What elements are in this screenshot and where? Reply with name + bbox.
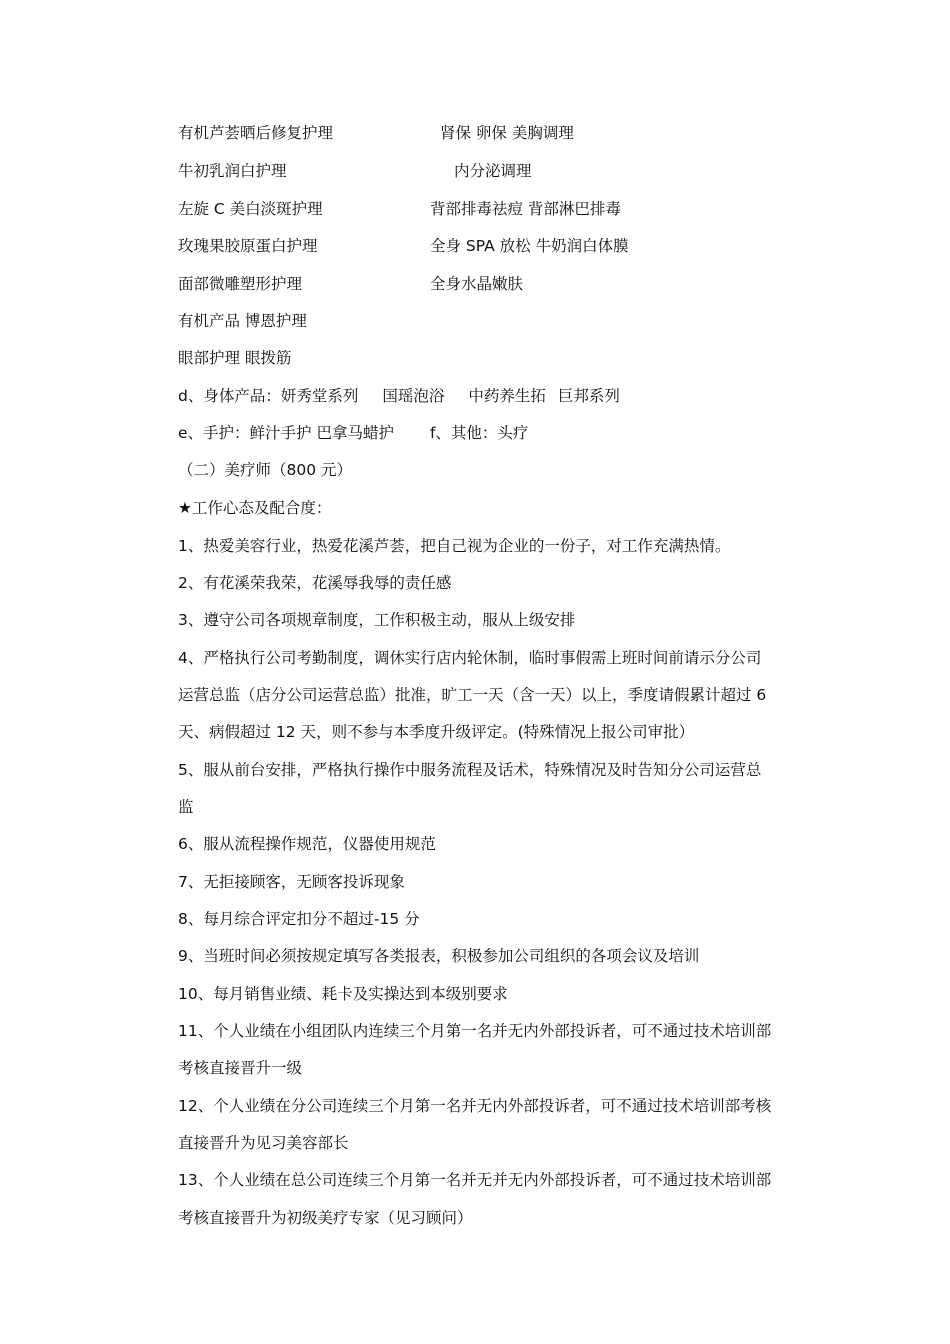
requirement-item: 7、无拒接顾客，无顾客投诉现象	[178, 873, 405, 891]
requirement-item: 考核直接晋升为初级美疗专家（见习顾问）	[178, 1209, 473, 1227]
service-left: 有机芦荟晒后修复护理	[178, 124, 334, 142]
requirement-item: 9、当班时间必须按规定填写各类报表，积极参加公司组织的各项会议及培训	[178, 947, 700, 965]
requirement-item: 直接晋升为见习美容部长	[178, 1134, 349, 1152]
body-product-item: 巨邦系列	[557, 387, 620, 405]
text-line: 有机产品 博恩护理	[178, 312, 307, 330]
requirement-item: 监	[178, 798, 194, 816]
attitude-title: ★工作心态及配合度：	[178, 499, 332, 517]
service-left: 牛初乳润白护理	[178, 162, 287, 180]
service-left: 左旋 C 美白淡斑护理	[178, 200, 323, 218]
requirement-item: 1、热爱美容行业，热爱花溪芦荟，把自己视为企业的一份子，对工作充满热情。	[178, 537, 731, 555]
service-right: 背部排毒祛痘 背部淋巴排毒	[430, 200, 621, 218]
other-care: f、其他：头疗	[429, 424, 529, 442]
body-product-line	[178, 377, 620, 415]
service-right: 全身水晶嫩肤	[430, 275, 524, 293]
service-right: 肾保 卵保 美胸调理	[440, 124, 574, 142]
requirement-item: 13、个人业绩在总公司连续三个月第一名并无并无内外部投诉者，可不通过技术培训部	[178, 1171, 772, 1189]
service-row	[178, 265, 524, 303]
requirement-item: 考核直接晋升一级	[178, 1059, 303, 1077]
section-title: （二）美疗师（800 元）	[178, 461, 353, 479]
service-right: 内分泌调理	[454, 162, 532, 180]
requirement-item: 8、每月综合评定扣分不超过-15 分	[178, 910, 420, 928]
service-left: 面部微雕塑形护理	[178, 275, 303, 293]
service-row	[178, 190, 621, 228]
requirement-item: 10、每月销售业绩、耗卡及实操达到本级别要求	[178, 985, 508, 1003]
requirement-item: 3、遵守公司各项规章制度，工作积极主动，服从上级安排	[178, 611, 576, 629]
service-row	[178, 114, 574, 152]
requirement-item: 天、病假超过 12 天，则不参与本季度升级评定。(特殊情况上报公司审批）	[178, 723, 695, 741]
hand-care-line	[178, 414, 528, 452]
text-line: 眼部护理 眼拨筋	[178, 349, 292, 367]
requirement-item: 6、服从流程操作规范，仪器使用规范	[178, 835, 436, 853]
service-row	[178, 152, 532, 190]
service-row	[178, 227, 629, 265]
hand-care-label: e、手护：鲜汁手护 巴拿马蜡护	[178, 424, 394, 442]
requirement-item: 2、有花溪荣我荣，花溪辱我辱的责任感	[178, 574, 452, 592]
body-product-label: d、身体产品：妍秀堂系列	[178, 387, 359, 405]
body-product-item: 国瑶泡浴	[382, 387, 445, 405]
requirement-item: 4、严格执行公司考勤制度，调休实行店内轮休制，临时事假需上班时间前请示分公司	[178, 649, 762, 667]
service-left: 玫瑰果胶原蛋白护理	[178, 237, 318, 255]
requirement-item: 5、服从前台安排，严格执行操作中服务流程及话术，特殊情况及时告知分公司运营总	[178, 761, 762, 779]
body-product-item: 中药养生拓	[468, 387, 546, 405]
requirement-item: 12、个人业绩在分公司连续三个月第一名并无内外部投诉者，可不通过技术培训部考核	[178, 1097, 772, 1115]
requirement-item: 运营总监（店分公司运营总监）批准，旷工一天（含一天）以上，季度请假累计超过 6	[178, 686, 767, 704]
service-right: 全身 SPA 放松 牛奶润白体膜	[430, 237, 629, 255]
requirement-item: 11、个人业绩在小组团队内连续三个月第一名并无内外部投诉者，可不通过技术培训部	[178, 1022, 772, 1040]
